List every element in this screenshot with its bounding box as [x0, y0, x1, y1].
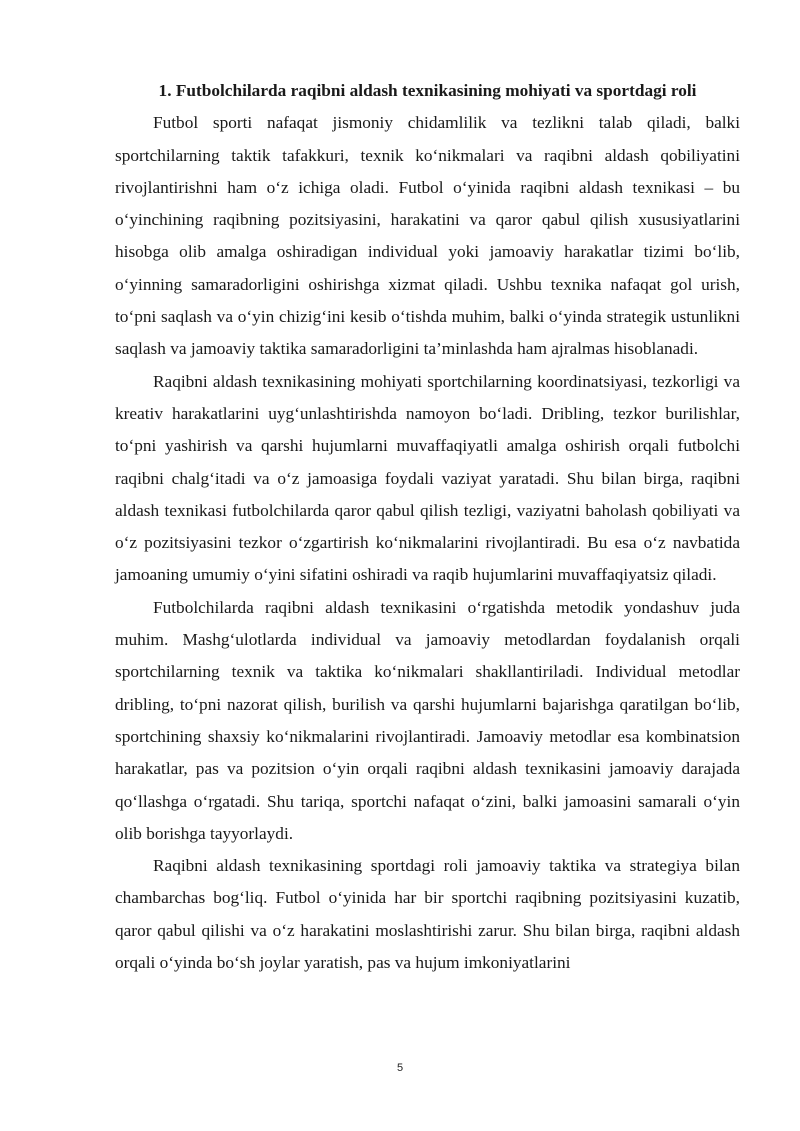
page-body	[115, 75, 740, 979]
paragraph-4: Raqibni aldash texnikasining sportdagi roli jamoaviy taktika va strategiya bilan chambarchas bog‘liq. Futbol o‘yinida har bir sportchi raqibning pozitsiyasini kuzatib, qaror qabul qilishi va o‘z harakatini moslashtirishi zarur. Shu bilan birga, raqibni aldash orqali o‘yinda bo‘sh joylar yaratish, pas va hujum imkoniyatlarini	[115, 856, 740, 973]
paragraph-1: Futbol sporti nafaqat jismoniy chidamlilik va tezlikni talab qiladi, balki sportchilarning taktik tafakkuri, texnik ko‘nikmalari va raqibni aldash qobiliyatini rivojlantirishni ham o‘z ichiga oladi. Futbol o‘yinida raqibni aldash texnikasi – bu o‘yinchining raqibning pozitsiyasini, harakatini va qaror qabul qilish xususiyatlarini hisobga olib amalga oshiradigan individual yoki jamoaviy harakatlar tizimi bo‘lib, o‘yinning samaradorligini oshirishga xizmat qiladi. Ushbu texnika nafaqat gol urish, to‘pni saqlash va o‘yin chizig‘ini kesib o‘tishda muhim, balki o‘yinda strategik ustunlikni saqlash va jamoaviy taktika samaradorligini ta’minlashda ham ajralmas hisoblanadi.	[115, 113, 740, 359]
paragraph-3: Futbolchilarda raqibni aldash texnikasini o‘rgatishda metodik yondashuv juda muhim. Mashg‘ulotlarda individual va jamoaviy metodlardan foydalanish orqali sportchilarning texnik va taktika ko‘nikmalari shakllantiriladi. Individual metodlar dribling, to‘pni nazorat qilish, burilish va qarshi hujumlarni bajarishga qaratilgan bo‘lib, sportchining shaxsiy ko‘nikmalarini rivojlantiradi. Jamoaviy metodlar esa kombinatsion harakatlar, pas va pozitsion o‘yin orqali raqibni aldash texnikasini jamoaviy darajada qo‘llashga o‘rgatadi. Shu tariqa, sportchi nafaqat o‘zini, balki jamoasini samarali o‘yin olib borishga tayyorlaydi.	[115, 597, 740, 843]
section-heading: 1. Futbolchilarda raqibni aldash texnikasining mohiyati va sportdagi roli	[158, 81, 697, 100]
page-number: 5	[396, 1062, 404, 1074]
paragraph-2: Raqibni aldash texnikasining mohiyati sportchilarning koordinatsiyasi, tezkorligi va kreativ harakatlarini uyg‘unlashtirishda namoyon bo‘ladi. Dribling, tezkor burilishlar, to‘pni yashirish va qarshi hujumlarni muvaffaqiyatli amalga oshirish orqali futbolchi raqibni chalg‘itadi va o‘z jamoasiga foydali vaziyat yaratadi. Shu bilan birga, raqibni aldash texnikasi futbolchilarda qaror qabul qilish tezligi, vaziyatni baholash qobiliyati va o‘z pozitsiyasini tezkor o‘zgartirish ko‘nikmalarini rivojlantiradi. Bu esa o‘z navbatida jamoaning umumiy o‘yini sifatini oshiradi va raqib hujumlarini muvaffaqiyatsiz qiladi.	[115, 371, 740, 585]
